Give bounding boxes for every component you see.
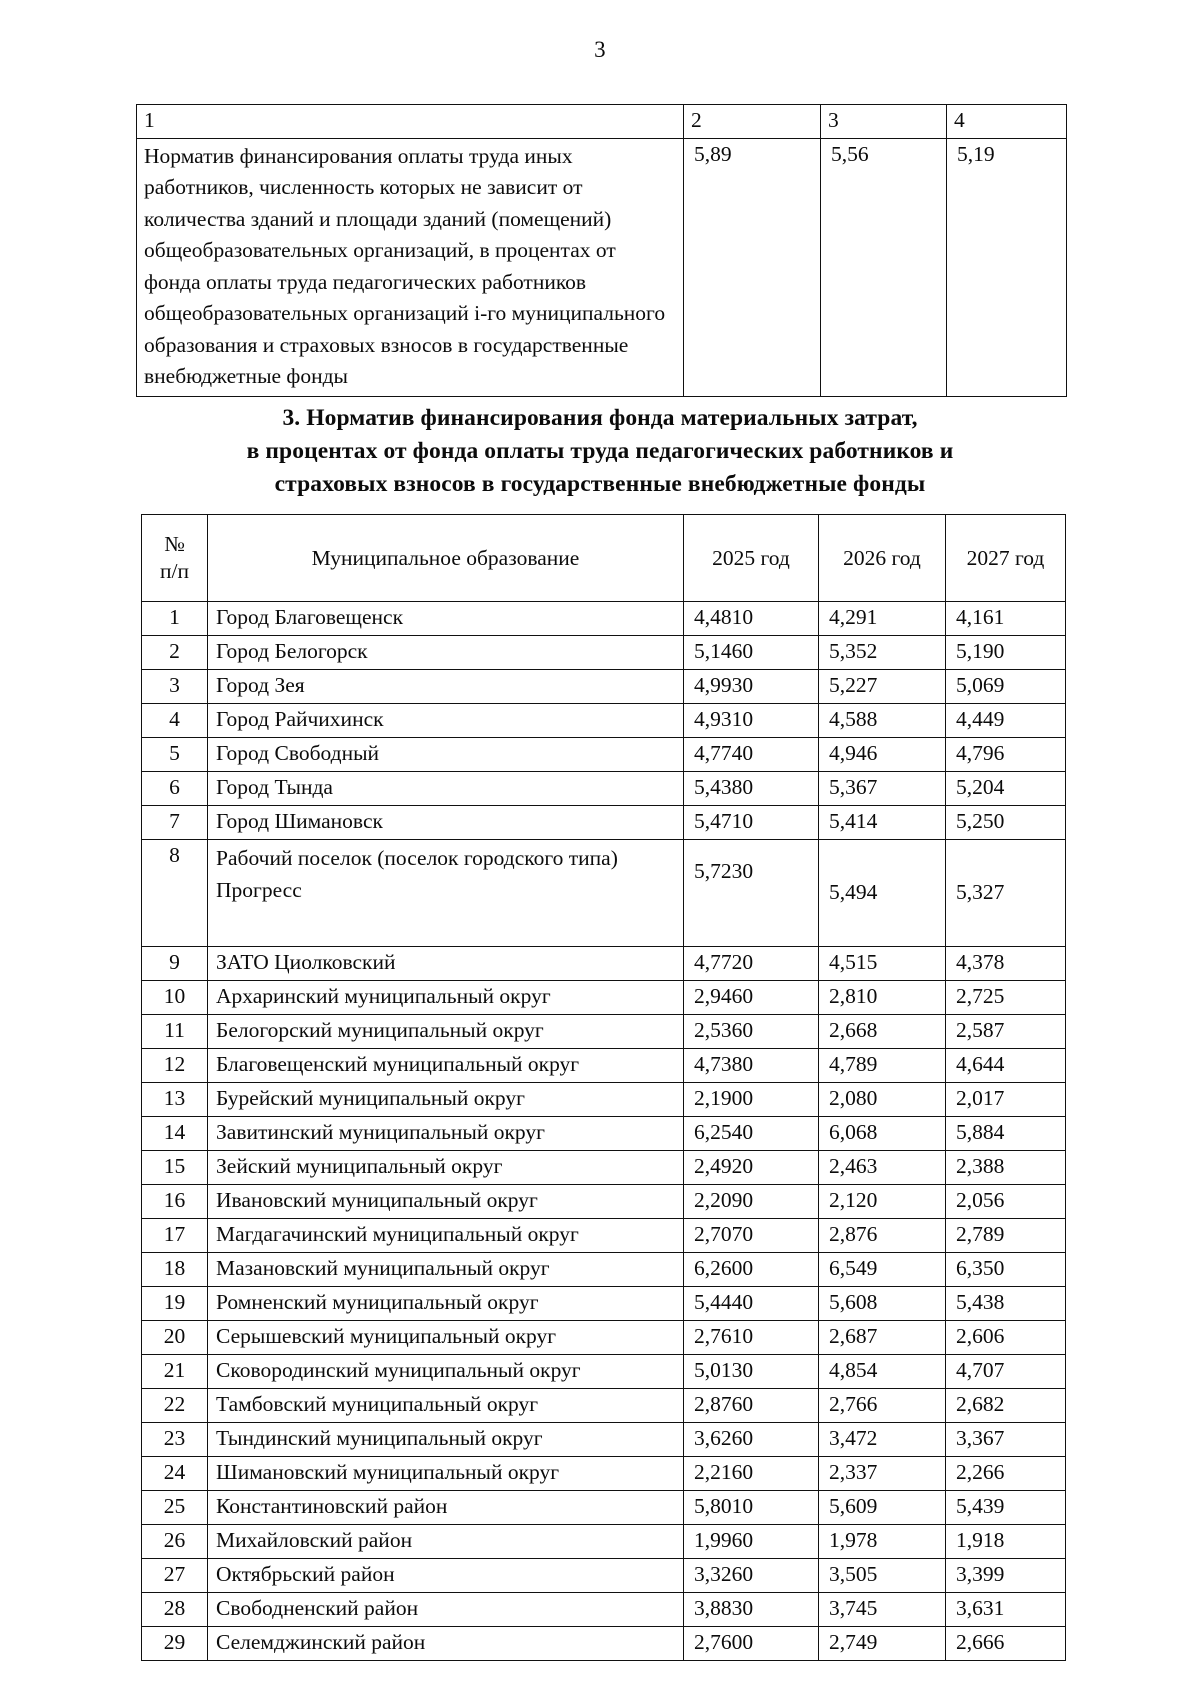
row-index: 8	[142, 840, 208, 947]
row-index: 18	[142, 1253, 208, 1287]
value-2027: 2,266	[946, 1457, 1066, 1491]
municipality-name: Город Райчихинск	[208, 704, 684, 738]
value-2026: 5,352	[819, 636, 946, 670]
row-index: 27	[142, 1559, 208, 1593]
table-row	[142, 1151, 1066, 1185]
table-header-row	[142, 515, 1066, 602]
municipality-name: Город Свободный	[208, 738, 684, 772]
table-row	[142, 1389, 1066, 1423]
value-2026: 2,668	[819, 1015, 946, 1049]
column-header-year-2027: 2027 год	[946, 515, 1066, 602]
municipality-name: Сковородинский муниципальный округ	[208, 1355, 684, 1389]
municipality-name: Белогорский муниципальный округ	[208, 1015, 684, 1049]
value-2027: 5,204	[946, 772, 1066, 806]
section-heading	[150, 402, 1050, 501]
municipality-name: ЗАТО Циолковский	[208, 947, 684, 981]
table-row	[142, 1287, 1066, 1321]
value-2027: 2,789	[946, 1219, 1066, 1253]
value-2026: 2,810	[819, 981, 946, 1015]
municipality-name: Константиновский район	[208, 1491, 684, 1525]
municipality-name: Благовещенский муниципальный округ	[208, 1049, 684, 1083]
municipality-name: Архаринский муниципальный округ	[208, 981, 684, 1015]
value-2025: 4,4810	[684, 602, 819, 636]
row-index: 4	[142, 704, 208, 738]
row-index: 24	[142, 1457, 208, 1491]
value-2026: 2,337	[819, 1457, 946, 1491]
table-row	[142, 1219, 1066, 1253]
municipality-name: Город Шимановск	[208, 806, 684, 840]
value-2026: 6,549	[819, 1253, 946, 1287]
value-2027: 5,327	[946, 840, 1066, 947]
row-index: 16	[142, 1185, 208, 1219]
value-2025: 3,3260	[684, 1559, 819, 1593]
value-2027: 1,918	[946, 1525, 1066, 1559]
value-2026: 5,227	[819, 670, 946, 704]
value-2026: 1,978	[819, 1525, 946, 1559]
municipality-name: Октябрьский район	[208, 1559, 684, 1593]
row-index: 29	[142, 1627, 208, 1661]
row-index: 12	[142, 1049, 208, 1083]
value-2026: 6,068	[819, 1117, 946, 1151]
row-index: 28	[142, 1593, 208, 1627]
table-row	[142, 1423, 1066, 1457]
table-row	[142, 602, 1066, 636]
norm-value-2027: 5,19	[947, 138, 1067, 396]
value-2025: 5,1460	[684, 636, 819, 670]
value-2025: 2,2090	[684, 1185, 819, 1219]
value-2025: 4,7740	[684, 738, 819, 772]
value-2026: 3,745	[819, 1593, 946, 1627]
table-row	[142, 1049, 1066, 1083]
municipality-name: Рабочий поселок (поселок городского типа) Прогресс	[208, 840, 684, 947]
value-2027: 3,367	[946, 1423, 1066, 1457]
value-2026: 5,609	[819, 1491, 946, 1525]
value-2026: 4,854	[819, 1355, 946, 1389]
norm-value-2026: 5,56	[821, 138, 947, 396]
table-row	[137, 138, 1067, 396]
row-index: 20	[142, 1321, 208, 1355]
table-row	[142, 1559, 1066, 1593]
municipality-name: Тамбовский муниципальный округ	[208, 1389, 684, 1423]
table-row	[142, 1593, 1066, 1627]
value-2026: 4,515	[819, 947, 946, 981]
value-2025: 1,9960	[684, 1525, 819, 1559]
value-2025: 2,7600	[684, 1627, 819, 1661]
column-number-3: 3	[821, 105, 947, 139]
row-index: 26	[142, 1525, 208, 1559]
municipality-name: Город Зея	[208, 670, 684, 704]
column-header-year-2025: 2025 год	[684, 515, 819, 602]
municipality-name: Магдагачинский муниципальный округ	[208, 1219, 684, 1253]
table-row	[142, 1253, 1066, 1287]
column-number-1: 1	[137, 105, 684, 139]
table-row	[142, 1321, 1066, 1355]
municipality-name: Зейский муниципальный округ	[208, 1151, 684, 1185]
value-2026: 2,687	[819, 1321, 946, 1355]
value-2026: 2,876	[819, 1219, 946, 1253]
row-index: 1	[142, 602, 208, 636]
value-2026: 2,463	[819, 1151, 946, 1185]
value-2027: 2,725	[946, 981, 1066, 1015]
value-2026: 5,608	[819, 1287, 946, 1321]
municipality-name: Ромненский муниципальный округ	[208, 1287, 684, 1321]
municipality-name: Селемджинский район	[208, 1627, 684, 1661]
row-index: 7	[142, 806, 208, 840]
value-2025: 5,4380	[684, 772, 819, 806]
row-index: 3	[142, 670, 208, 704]
value-2027: 4,707	[946, 1355, 1066, 1389]
value-2027: 2,606	[946, 1321, 1066, 1355]
table-row	[142, 1525, 1066, 1559]
municipality-name: Свободненский район	[208, 1593, 684, 1627]
value-2026: 5,414	[819, 806, 946, 840]
value-2027: 5,438	[946, 1287, 1066, 1321]
table-row	[142, 704, 1066, 738]
value-2025: 4,7380	[684, 1049, 819, 1083]
value-2026: 2,080	[819, 1083, 946, 1117]
municipality-name: Бурейский муниципальный округ	[208, 1083, 684, 1117]
column-number-4: 4	[947, 105, 1067, 139]
table-row	[142, 1627, 1066, 1661]
value-2027: 5,250	[946, 806, 1066, 840]
column-header-index-line1: №	[164, 532, 185, 557]
value-2026: 2,749	[819, 1627, 946, 1661]
value-2027: 4,378	[946, 947, 1066, 981]
section-heading-line-3: страховых взносов в государственные внебюджетные фонды	[274, 470, 926, 497]
row-index: 21	[142, 1355, 208, 1389]
value-2025: 5,8010	[684, 1491, 819, 1525]
value-2027: 6,350	[946, 1253, 1066, 1287]
value-2027: 3,399	[946, 1559, 1066, 1593]
municipality-name: Михайловский район	[208, 1525, 684, 1559]
value-2025: 5,4710	[684, 806, 819, 840]
row-index: 17	[142, 1219, 208, 1253]
value-2025: 6,2540	[684, 1117, 819, 1151]
table-row-column-numbers	[137, 105, 1067, 139]
material-costs-norms-table	[141, 514, 1066, 1661]
value-2026: 2,120	[819, 1185, 946, 1219]
row-index: 23	[142, 1423, 208, 1457]
norm-description: Норматив финансирования оплаты труда иных работников, численность которых не зависит от количества зданий и площади зданий (помещений) общеобразовательных организаций, в процентах от фонда оплаты труда педагогических работников общеобразовательных организаций i-го муниципального образования и страховых взносов в государственные внебюджетные фонды	[137, 138, 684, 396]
table-row	[142, 981, 1066, 1015]
value-2025: 5,0130	[684, 1355, 819, 1389]
municipality-name: Тындинский муниципальный округ	[208, 1423, 684, 1457]
table-body	[142, 602, 1066, 1661]
row-index: 9	[142, 947, 208, 981]
value-2025: 2,1900	[684, 1083, 819, 1117]
value-2025: 2,8760	[684, 1389, 819, 1423]
section-heading-line-2: в процентах от фонда оплаты труда педагогических работников и	[246, 437, 954, 464]
value-2025: 5,7230	[684, 840, 819, 947]
table-row	[142, 806, 1066, 840]
page-number: 3	[594, 37, 606, 62]
value-2026: 3,505	[819, 1559, 946, 1593]
municipality-name: Город Белогорск	[208, 636, 684, 670]
row-index: 13	[142, 1083, 208, 1117]
municipality-name: Шимановский муниципальный округ	[208, 1457, 684, 1491]
row-index: 14	[142, 1117, 208, 1151]
table-row	[142, 670, 1066, 704]
value-2026: 5,494	[819, 840, 946, 947]
value-2025: 4,9310	[684, 704, 819, 738]
municipality-name: Завитинский муниципальный округ	[208, 1117, 684, 1151]
row-index: 6	[142, 772, 208, 806]
value-2027: 5,069	[946, 670, 1066, 704]
value-2025: 2,7610	[684, 1321, 819, 1355]
municipality-name: Ивановский муниципальный округ	[208, 1185, 684, 1219]
municipality-name: Город Тында	[208, 772, 684, 806]
row-index: 5	[142, 738, 208, 772]
table-row	[142, 738, 1066, 772]
table-row	[142, 636, 1066, 670]
value-2025: 2,5360	[684, 1015, 819, 1049]
value-2027: 2,388	[946, 1151, 1066, 1185]
value-2025: 5,4440	[684, 1287, 819, 1321]
table-row	[142, 1355, 1066, 1389]
table-row	[142, 1117, 1066, 1151]
value-2025: 2,4920	[684, 1151, 819, 1185]
value-2025: 6,2600	[684, 1253, 819, 1287]
continuation-table	[136, 104, 1067, 397]
value-2025: 3,6260	[684, 1423, 819, 1457]
municipality-name: Серышевский муниципальный округ	[208, 1321, 684, 1355]
value-2027: 5,884	[946, 1117, 1066, 1151]
value-2027: 5,190	[946, 636, 1066, 670]
row-index: 19	[142, 1287, 208, 1321]
row-index: 2	[142, 636, 208, 670]
table-row	[142, 1457, 1066, 1491]
section-heading-line-1: 3. Норматив финансирования фонда материальных затрат,	[282, 405, 918, 431]
value-2026: 2,766	[819, 1389, 946, 1423]
value-2026: 4,946	[819, 738, 946, 772]
value-2026: 4,789	[819, 1049, 946, 1083]
table-row	[142, 840, 1066, 947]
column-header-year-2026: 2026 год	[819, 515, 946, 602]
value-2027: 2,056	[946, 1185, 1066, 1219]
table-row	[142, 1015, 1066, 1049]
value-2025: 2,9460	[684, 981, 819, 1015]
row-index: 22	[142, 1389, 208, 1423]
row-index: 25	[142, 1491, 208, 1525]
row-index: 10	[142, 981, 208, 1015]
table-row	[142, 947, 1066, 981]
table-row	[142, 1185, 1066, 1219]
value-2025: 4,7720	[684, 947, 819, 981]
value-2025: 3,8830	[684, 1593, 819, 1627]
value-2027: 3,631	[946, 1593, 1066, 1627]
value-2027: 2,666	[946, 1627, 1066, 1661]
value-2026: 4,588	[819, 704, 946, 738]
value-2027: 4,644	[946, 1049, 1066, 1083]
value-2027: 5,439	[946, 1491, 1066, 1525]
table-row	[142, 1083, 1066, 1117]
value-2027: 4,161	[946, 602, 1066, 636]
column-header-municipality: Муниципальное образование	[208, 515, 684, 602]
norm-value-2025: 5,89	[684, 138, 821, 396]
value-2026: 5,367	[819, 772, 946, 806]
value-2027: 4,796	[946, 738, 1066, 772]
municipality-name: Город Благовещенск	[208, 602, 684, 636]
column-number-2: 2	[684, 105, 821, 139]
row-index: 11	[142, 1015, 208, 1049]
value-2025: 2,7070	[684, 1219, 819, 1253]
value-2027: 2,682	[946, 1389, 1066, 1423]
table-row	[142, 772, 1066, 806]
value-2026: 4,291	[819, 602, 946, 636]
value-2025: 2,2160	[684, 1457, 819, 1491]
column-header-index-line2: п/п	[160, 559, 189, 583]
value-2027: 4,449	[946, 704, 1066, 738]
column-header-index	[142, 515, 208, 602]
row-index: 15	[142, 1151, 208, 1185]
table-row	[142, 1491, 1066, 1525]
value-2027: 2,587	[946, 1015, 1066, 1049]
value-2026: 3,472	[819, 1423, 946, 1457]
municipality-name: Мазановский муниципальный округ	[208, 1253, 684, 1287]
value-2025: 4,9930	[684, 670, 819, 704]
value-2027: 2,017	[946, 1083, 1066, 1117]
